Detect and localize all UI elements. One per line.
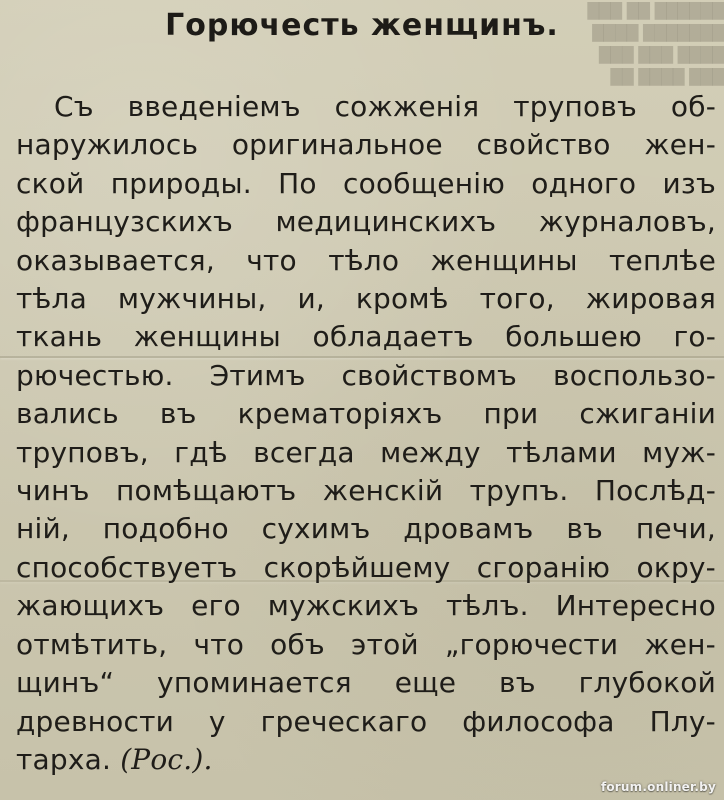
article-line-last <box>16 741 716 779</box>
article-line: способствуетъ скорѣйшему сгоранію окру- <box>16 550 716 584</box>
article-line: оказывается, что тѣло женщины теплѣе <box>16 243 716 277</box>
article-line: ткань женщины обладаетъ большею го- <box>16 320 716 354</box>
article-line: древности у греческаго философа Плу- <box>16 704 716 738</box>
article-line: ской природы. По сообщенію одного изъ <box>16 166 716 200</box>
article-line: тѣла мужчины, и, кромѣ того, жировая <box>16 282 716 316</box>
article-signature: (Рос.). <box>120 742 213 776</box>
bleed-through-text: ██████ ██ ███ ███████ ████ ████ ███ ███ ███ ████ ██ <box>587 2 724 86</box>
article-line: наружилось оригинальное свойство жен- <box>16 128 716 162</box>
article-line: щинъ“ упоминается еще въ глубокой <box>16 666 716 700</box>
watermark: forum.onliner.by <box>600 780 716 794</box>
article-line: французскихъ медицинскихъ журналовъ, <box>16 205 716 239</box>
article-line: рючестью. Этимъ свойствомъ воспользо- <box>16 358 716 392</box>
article-line: вались въ крематоріяхъ при сжиганіи <box>16 397 716 431</box>
article-line: чинъ помѣщаютъ женскій трупъ. Послѣд- <box>16 474 716 508</box>
article-line: ній, подобно сухимъ дровамъ въ печи, <box>16 512 716 546</box>
article-line: отмѣтить, что объ этой „горючести жен- <box>16 627 716 661</box>
article-line: труповъ, гдѣ всегда между тѣлами муж- <box>16 435 716 469</box>
article-title: Горючесть женщинъ. <box>165 8 559 43</box>
article-body <box>16 88 716 779</box>
article-line: тарха. <box>16 742 112 776</box>
article-line: жающихъ его мужскихъ тѣлъ. Интересно <box>16 589 716 623</box>
article-line: Съ введеніемъ сожженія труповъ об- <box>54 90 716 123</box>
